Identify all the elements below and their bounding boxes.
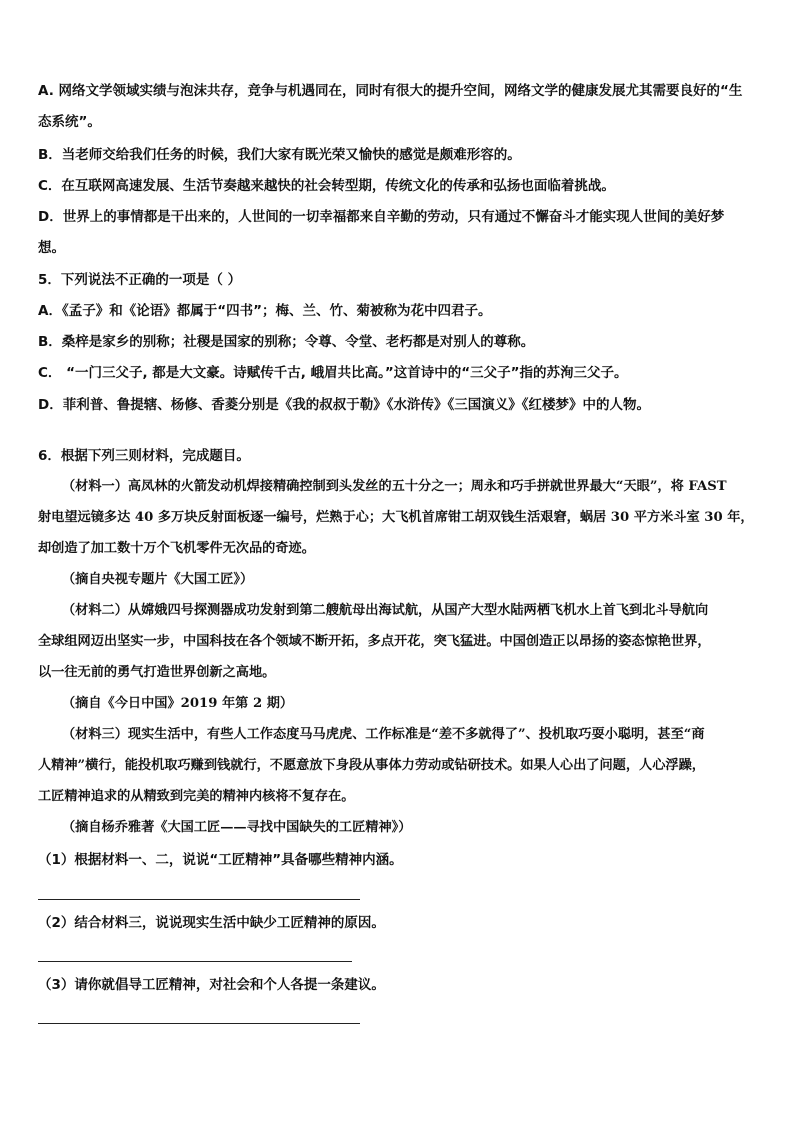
material-3-source: （摘自杨乔雅著《大国工匠——寻找中国缺失的工匠精神》）	[62, 820, 412, 835]
q6-subquestion-3: （3）请你就倡导工匠精神，对社会和个人各提一条建议。	[38, 977, 385, 993]
material-2-line1: （材料二）从嫦娥四号探测器成功发射到第二艘航母出海试航，从国产大型水陆两栖飞机水上首飞到北斗导航向	[62, 603, 709, 618]
material-2-source: （摘自《今日中国》2019 年第 2 期）	[62, 696, 294, 711]
q5-option-c: C． “一门三父子, 都是大文豪。诗赋传千古, 峨眉共比高。”这首诗中的“三父子”指的苏洵三父子。	[38, 365, 628, 381]
material-3-line1: （材料三）现实生活中，有些人工作态度马马虎虎、工作标准是“差不多就得了”、投机取巧耍小聪明，甚至“商	[62, 727, 705, 742]
material-1-line3: 却创造了加工数十万个飞机零件无次品的奇迹。	[38, 541, 315, 556]
q5-option-b: B．桑梓是家乡的别称；社稷是国家的别称；令尊、令堂、老朽都是对别人的尊称。	[38, 334, 535, 350]
answer-line-3[interactable]	[38, 1023, 360, 1024]
material-3-line3: 工匠精神追求的从精致到完美的精神内核将不复存在。	[38, 789, 355, 804]
q4-option-d-line2: 想。	[38, 240, 65, 256]
q6-subquestion-2: （2）结合材料三，说说现实生活中缺少工匠精神的原因。	[38, 915, 385, 931]
material-2-line3: 以一往无前的勇气打造世界创新之高地。	[38, 665, 276, 680]
answer-line-1[interactable]	[38, 899, 360, 900]
q5-option-d: D．菲利普、鲁提辖、杨修、香菱分别是《我的叔叔于勒》《水浒传》《三国演义》《红楼梦》中的人物。	[38, 397, 650, 413]
material-1-line2: 射电望远镜多达 40 多万块反射面板逐一编号，烂熟于心；大飞机首席钳工胡双钱生活艰窘，蜗居 30 平方米斗室 30 年，	[38, 510, 754, 525]
material-1-source: （摘自央视专题片《大国工匠》）	[62, 572, 254, 587]
material-2-line2: 全球组网迈出坚实一步，中国科技在各个领域不断开拓，多点开花，突飞猛进。中国创造正以昂扬的姿态惊艳世界，	[38, 634, 711, 649]
q6-stem: 6．根据下列三则材料，完成题目。	[38, 448, 250, 464]
material-3-line2: 人精神”横行，能投机取巧赚到钱就行，不愿意放下身段从事体力劳动或钻研技术。如果人心出了问题，人心浮躁，	[38, 758, 705, 773]
material-1-line1: （材料一）高凤林的火箭发动机焊接精确控制到头发丝的五十分之一；周永和巧手拼就世界最大“天眼”，将 FAST	[62, 479, 727, 494]
q4-option-a-line2: 态系统”。	[38, 114, 101, 130]
q5-stem: 5．下列说法不正确的一项是（ ）	[38, 272, 242, 288]
q6-subquestion-1: （1）根据材料一、二，说说“工匠精神”具备哪些精神内涵。	[38, 852, 403, 868]
q5-option-a: A．《孟子》和《论语》都属于“四书”；梅、兰、竹、菊被称为花中四君子。	[38, 303, 492, 319]
answer-line-2[interactable]	[38, 961, 352, 962]
q4-option-a-line1: A. 网络文学领域实绩与泡沫共存，竞争与机遇同在，同时有很大的提升空间，网络文学的健康发展尤其需要良好的“生	[38, 83, 743, 99]
q4-option-c: C．在互联网高速发展、生活节奏越来越快的社会转型期，传统文化的传承和弘扬也面临着挑战。	[38, 178, 615, 194]
q4-option-d-line1: D．世界上的事情都是干出来的，人世间的一切幸福都来自辛勤的劳动，只有通过不懈奋斗才能实现人世间的美好梦	[38, 209, 725, 225]
q4-option-b: B．当老师交给我们任务的时候，我们大家有既光荣又愉快的感觉是颇难形容的。	[38, 147, 521, 163]
